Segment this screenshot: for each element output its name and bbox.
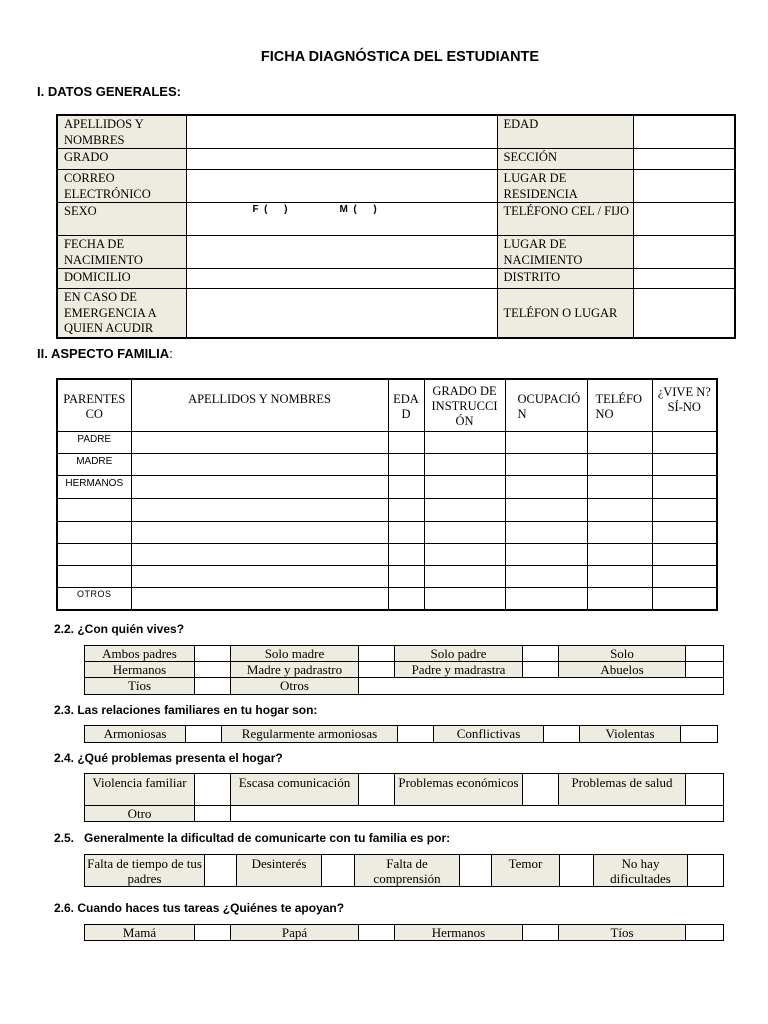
family-cell[interactable] xyxy=(587,521,652,543)
header-alive: ¿VIVE N? SÍ-NO xyxy=(652,379,717,431)
family-cell[interactable] xyxy=(57,565,131,587)
checkbox-no-difficulties[interactable] xyxy=(688,855,724,887)
family-cell[interactable] xyxy=(57,543,131,565)
family-cell[interactable] xyxy=(587,565,652,587)
option-violent: Violentas xyxy=(580,726,681,743)
option-no-time: Falta de tiempo de tus padres xyxy=(85,855,205,887)
label-email: CORREO ELECTRÓNICO xyxy=(57,170,186,203)
family-cell[interactable] xyxy=(131,431,388,453)
checkbox-alone[interactable] xyxy=(686,646,724,662)
checkbox-uncles-help[interactable] xyxy=(686,925,724,941)
family-cell[interactable] xyxy=(388,521,424,543)
family-cell[interactable] xyxy=(505,565,587,587)
other-problem-field[interactable] xyxy=(231,806,724,822)
option-only-father: Solo padre xyxy=(395,646,523,662)
question-2-6-table xyxy=(84,924,724,941)
checkbox-mom[interactable] xyxy=(195,925,231,941)
family-cell[interactable] xyxy=(424,453,505,475)
family-cell[interactable] xyxy=(388,565,424,587)
label-sex: SEXO xyxy=(57,203,186,236)
phone-field[interactable] xyxy=(633,203,735,236)
family-cell[interactable] xyxy=(131,565,388,587)
option-only-mother: Solo madre xyxy=(231,646,359,662)
option-others: Otros xyxy=(231,678,359,695)
section-field[interactable] xyxy=(633,149,735,170)
family-cell[interactable] xyxy=(505,543,587,565)
family-cell[interactable] xyxy=(388,587,424,610)
family-cell[interactable] xyxy=(652,565,717,587)
question-2-2-table xyxy=(84,645,724,695)
checkbox-no-time[interactable] xyxy=(205,855,237,887)
question-2-4-label: 2.4. ¿Qué problemas presenta el hogar? xyxy=(54,751,283,765)
section-family-heading-colon: : xyxy=(169,346,173,361)
family-cell[interactable] xyxy=(424,565,505,587)
family-cell[interactable] xyxy=(652,453,717,475)
family-cell[interactable] xyxy=(505,431,587,453)
header-kinship: PARENTES CO xyxy=(57,379,131,431)
family-cell[interactable] xyxy=(57,521,131,543)
family-cell[interactable] xyxy=(388,431,424,453)
checkbox-lack-understanding[interactable] xyxy=(460,855,492,887)
option-economic-problems: Problemas económicos xyxy=(395,774,523,806)
label-phone: TELÉFONO CEL / FIJO xyxy=(497,203,633,236)
question-2-3-label: 2.3. Las relaciones familiares en tu hogar son: xyxy=(54,703,318,717)
section-general-data-heading: I. DATOS GENERALES: xyxy=(37,84,181,99)
option-no-difficulties: No hay dificultades xyxy=(594,855,688,887)
option-uncles: Tíos xyxy=(85,678,195,695)
email-field[interactable] xyxy=(186,170,497,203)
option-fear: Temor xyxy=(492,855,560,887)
question-2-2-label: 2.2. ¿Con quién vives? xyxy=(54,622,185,636)
checkbox-conflictive[interactable] xyxy=(544,726,580,743)
family-cell[interactable] xyxy=(587,453,652,475)
checkbox-siblings[interactable] xyxy=(195,662,231,678)
family-cell[interactable] xyxy=(587,543,652,565)
checkbox-disinterest[interactable] xyxy=(322,855,355,887)
checkbox-grandparents[interactable] xyxy=(686,662,724,678)
option-health-problems: Problemas de salud xyxy=(559,774,686,806)
family-cell[interactable] xyxy=(424,431,505,453)
family-cell[interactable] xyxy=(587,498,652,521)
option-siblings-help: Hermanos xyxy=(395,925,523,941)
family-cell[interactable] xyxy=(587,431,652,453)
residence-field[interactable] xyxy=(633,170,735,203)
header-names: APELLIDOS Y NOMBRES xyxy=(131,379,388,431)
option-conflictive: Conflictivas xyxy=(434,726,544,743)
option-poor-communication: Escasa comunicación xyxy=(231,774,359,806)
checkbox-economic-problems[interactable] xyxy=(523,774,559,806)
option-grandparents: Abuelos xyxy=(559,662,686,678)
family-cell[interactable] xyxy=(505,521,587,543)
family-cell[interactable] xyxy=(131,587,388,610)
page-title: FICHA DIAGNÓSTICA DEL ESTUDIANTE xyxy=(260,49,540,65)
row-label-others: OTROS xyxy=(57,587,131,610)
header-phone: TELÉFO NO xyxy=(587,379,652,431)
checkbox-both-parents[interactable] xyxy=(195,646,231,662)
option-father-stepmother: Padre y madrastra xyxy=(395,662,523,678)
others-field[interactable] xyxy=(359,678,724,695)
family-cell[interactable] xyxy=(424,475,505,498)
label-birth-place: LUGAR DE NACIMIENTO xyxy=(497,236,633,269)
label-emergency-contact: EN CASO DE EMERGENCIA A QUIEN ACUDIR xyxy=(57,289,186,338)
address-field[interactable] xyxy=(186,269,497,289)
family-cell[interactable] xyxy=(57,498,131,521)
option-disinterest: Desinterés xyxy=(237,855,322,887)
checkbox-only-father[interactable] xyxy=(523,646,559,662)
family-cell[interactable] xyxy=(388,453,424,475)
label-age: EDAD xyxy=(497,115,633,149)
option-uncles-help: Tíos xyxy=(559,925,686,941)
question-2-5-label: 2.5. Generalmente la dificultad de comunicarte con tu familia es por: xyxy=(54,831,451,845)
checkbox-health-problems[interactable] xyxy=(686,774,724,806)
checkbox-violent[interactable] xyxy=(681,726,718,743)
family-cell[interactable] xyxy=(424,543,505,565)
label-full-name: APELLIDOS Y NOMBRES xyxy=(57,115,186,149)
row-label-mother: MADRE xyxy=(57,453,131,475)
option-other: Otro xyxy=(85,806,195,822)
question-2-6-label: 2.6. Cuando haces tus tareas ¿Quiénes te apoyan? xyxy=(54,901,345,915)
option-harmonious: Armoniosas xyxy=(85,726,186,743)
family-cell[interactable] xyxy=(131,521,388,543)
sex-field[interactable] xyxy=(186,203,497,236)
question-2-5-table xyxy=(84,854,724,887)
option-both-parents: Ambos padres xyxy=(85,646,195,662)
family-cell[interactable] xyxy=(505,475,587,498)
family-cell[interactable] xyxy=(424,521,505,543)
district-field[interactable] xyxy=(633,269,735,289)
emergency-phone-field[interactable] xyxy=(633,289,735,338)
grade-field[interactable] xyxy=(186,149,497,170)
family-cell[interactable] xyxy=(131,475,388,498)
option-siblings: Hermanos xyxy=(85,662,195,678)
family-cell[interactable] xyxy=(652,431,717,453)
label-residence: LUGAR DE RESIDENCIA xyxy=(497,170,633,203)
option-mom: Mamá xyxy=(85,925,195,941)
checkbox-mother-stepfather[interactable] xyxy=(359,662,395,678)
family-cell[interactable] xyxy=(505,453,587,475)
header-education: GRADO DE INSTRUCCI ÓN xyxy=(424,379,505,431)
family-cell[interactable] xyxy=(424,587,505,610)
header-occupation: OCUPACIÓ N xyxy=(505,379,587,431)
family-cell[interactable] xyxy=(388,498,424,521)
option-lack-understanding: Falta de comprensión xyxy=(355,855,460,887)
family-cell[interactable] xyxy=(652,498,717,521)
family-cell[interactable] xyxy=(388,475,424,498)
label-birth-date: FECHA DE NACIMIENTO xyxy=(57,236,186,269)
family-cell[interactable] xyxy=(652,587,717,610)
checkbox-uncles[interactable] xyxy=(195,678,231,695)
section-family-heading xyxy=(37,346,173,361)
option-mother-stepfather: Madre y padrastro xyxy=(231,662,359,678)
row-label-siblings: HERMANOS xyxy=(57,475,131,498)
family-cell[interactable] xyxy=(131,498,388,521)
age-field[interactable] xyxy=(633,115,735,149)
family-cell[interactable] xyxy=(587,587,652,610)
checkbox-fairly-harmonious[interactable] xyxy=(398,726,434,743)
section-family-heading-text: II. ASPECTO FAMILIA xyxy=(37,346,170,361)
family-cell[interactable] xyxy=(388,543,424,565)
family-cell[interactable] xyxy=(652,521,717,543)
checkbox-harmonious[interactable] xyxy=(186,726,222,743)
label-emergency-phone: TELÉFON O LUGAR xyxy=(497,289,633,338)
option-alone: Solo xyxy=(559,646,686,662)
checkbox-fear[interactable] xyxy=(560,855,594,887)
question-2-3-table xyxy=(84,725,718,743)
label-section: SECCIÓN xyxy=(497,149,633,170)
birth-date-field[interactable] xyxy=(186,236,497,269)
checkbox-siblings-help[interactable] xyxy=(523,925,559,941)
checkbox-father-stepmother[interactable] xyxy=(523,662,559,678)
label-district: DISTRITO xyxy=(497,269,633,289)
sex-option-m[interactable]: M ( ) xyxy=(339,204,377,215)
checkbox-only-mother[interactable] xyxy=(359,646,395,662)
option-dad: Papá xyxy=(231,925,359,941)
birth-place-field[interactable] xyxy=(633,236,735,269)
family-cell[interactable] xyxy=(505,498,587,521)
family-cell[interactable] xyxy=(652,543,717,565)
label-address: DOMICILIO xyxy=(57,269,186,289)
family-cell[interactable] xyxy=(131,543,388,565)
general-data-table xyxy=(56,114,736,339)
label-grade: GRADO xyxy=(57,149,186,170)
option-family-violence: Violencia familiar xyxy=(85,774,195,806)
checkbox-poor-communication[interactable] xyxy=(359,774,395,806)
checkbox-other[interactable] xyxy=(195,806,231,822)
family-cell[interactable] xyxy=(652,475,717,498)
checkbox-dad[interactable] xyxy=(359,925,395,941)
full-name-field[interactable] xyxy=(186,115,497,149)
sex-option-f[interactable]: F ( ) xyxy=(252,204,288,215)
family-cell[interactable] xyxy=(424,498,505,521)
family-table xyxy=(56,378,718,611)
question-2-4-table xyxy=(84,773,724,822)
row-label-father: PADRE xyxy=(57,431,131,453)
option-fairly-harmonious: Regularmente armoniosas xyxy=(222,726,398,743)
header-age: EDA D xyxy=(388,379,424,431)
family-cell[interactable] xyxy=(505,587,587,610)
family-cell[interactable] xyxy=(587,475,652,498)
checkbox-family-violence[interactable] xyxy=(195,774,231,806)
family-cell[interactable] xyxy=(131,453,388,475)
emergency-contact-field[interactable] xyxy=(186,289,497,338)
